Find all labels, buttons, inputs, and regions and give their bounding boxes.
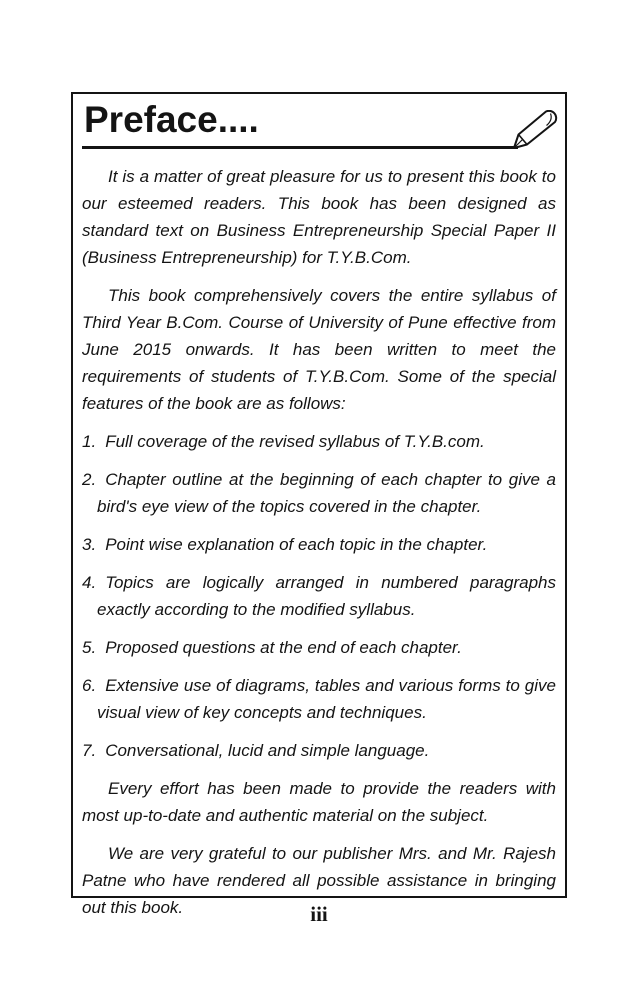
- preface-header: [82, 98, 556, 149]
- intro-paragraph: It is a matter of great pleasure for us to present this book to our esteemed readers. This book has been designed as standard text on Business Entrepreneurship Special Paper II (Business Entrepreneurship) for T.Y.B.Com.: [82, 167, 556, 267]
- feature-number: 1.: [82, 432, 97, 451]
- feature-text: Proposed questions at the end of each chapter.: [105, 638, 462, 657]
- closing-paragraph: Every effort has been made to provide the readers with most up-to-date and authentic material on the subject.: [82, 779, 556, 825]
- feature-number: 3.: [82, 535, 97, 554]
- page-title: Preface....: [84, 99, 259, 140]
- feature-text: Chapter outline at the beginning of each chapter to give a bird's eye view of the topics covered in the chapter.: [97, 470, 556, 516]
- preface-body: [82, 163, 556, 921]
- pen-icon: [510, 110, 560, 154]
- page-number: iii: [310, 902, 328, 926]
- feature-text: Point wise explanation of each topic in the chapter.: [105, 535, 488, 554]
- header-rule: [82, 146, 518, 149]
- feature-number: 7.: [82, 741, 97, 760]
- feature-item: [82, 466, 556, 520]
- closing-paragraph: We are very grateful to our publisher Mrs. and Mr. Rajesh Patne who have rendered all possible assistance in bringing out this book.: [82, 844, 556, 917]
- feature-text: Topics are logically arranged in numbered paragraphs exactly according to the modified syllabus.: [97, 573, 556, 619]
- feature-text: Extensive use of diagrams, tables and various forms to give visual view of key concepts and techniques.: [97, 676, 556, 722]
- feature-number: 5.: [82, 638, 97, 657]
- feature-text: Full coverage of the revised syllabus of T.Y.B.com.: [105, 432, 485, 451]
- feature-text: Conversational, lucid and simple language.: [105, 741, 430, 760]
- feature-item: [82, 634, 556, 661]
- feature-item: [82, 428, 556, 455]
- feature-item: [82, 672, 556, 726]
- feature-item: [82, 531, 556, 558]
- feature-item: [82, 569, 556, 623]
- feature-number: 6.: [82, 676, 97, 695]
- intro-paragraph: This book comprehensively covers the entire syllabus of Third Year B.Com. Course of University of Pune effective from June 2015 onwards. It has been written to meet the requirements of students of T.Y.B.Com. Some of the special features of the book are as follows:: [82, 286, 556, 413]
- feature-item: [82, 737, 556, 764]
- feature-number: 2.: [82, 470, 97, 489]
- feature-number: 4.: [82, 573, 97, 592]
